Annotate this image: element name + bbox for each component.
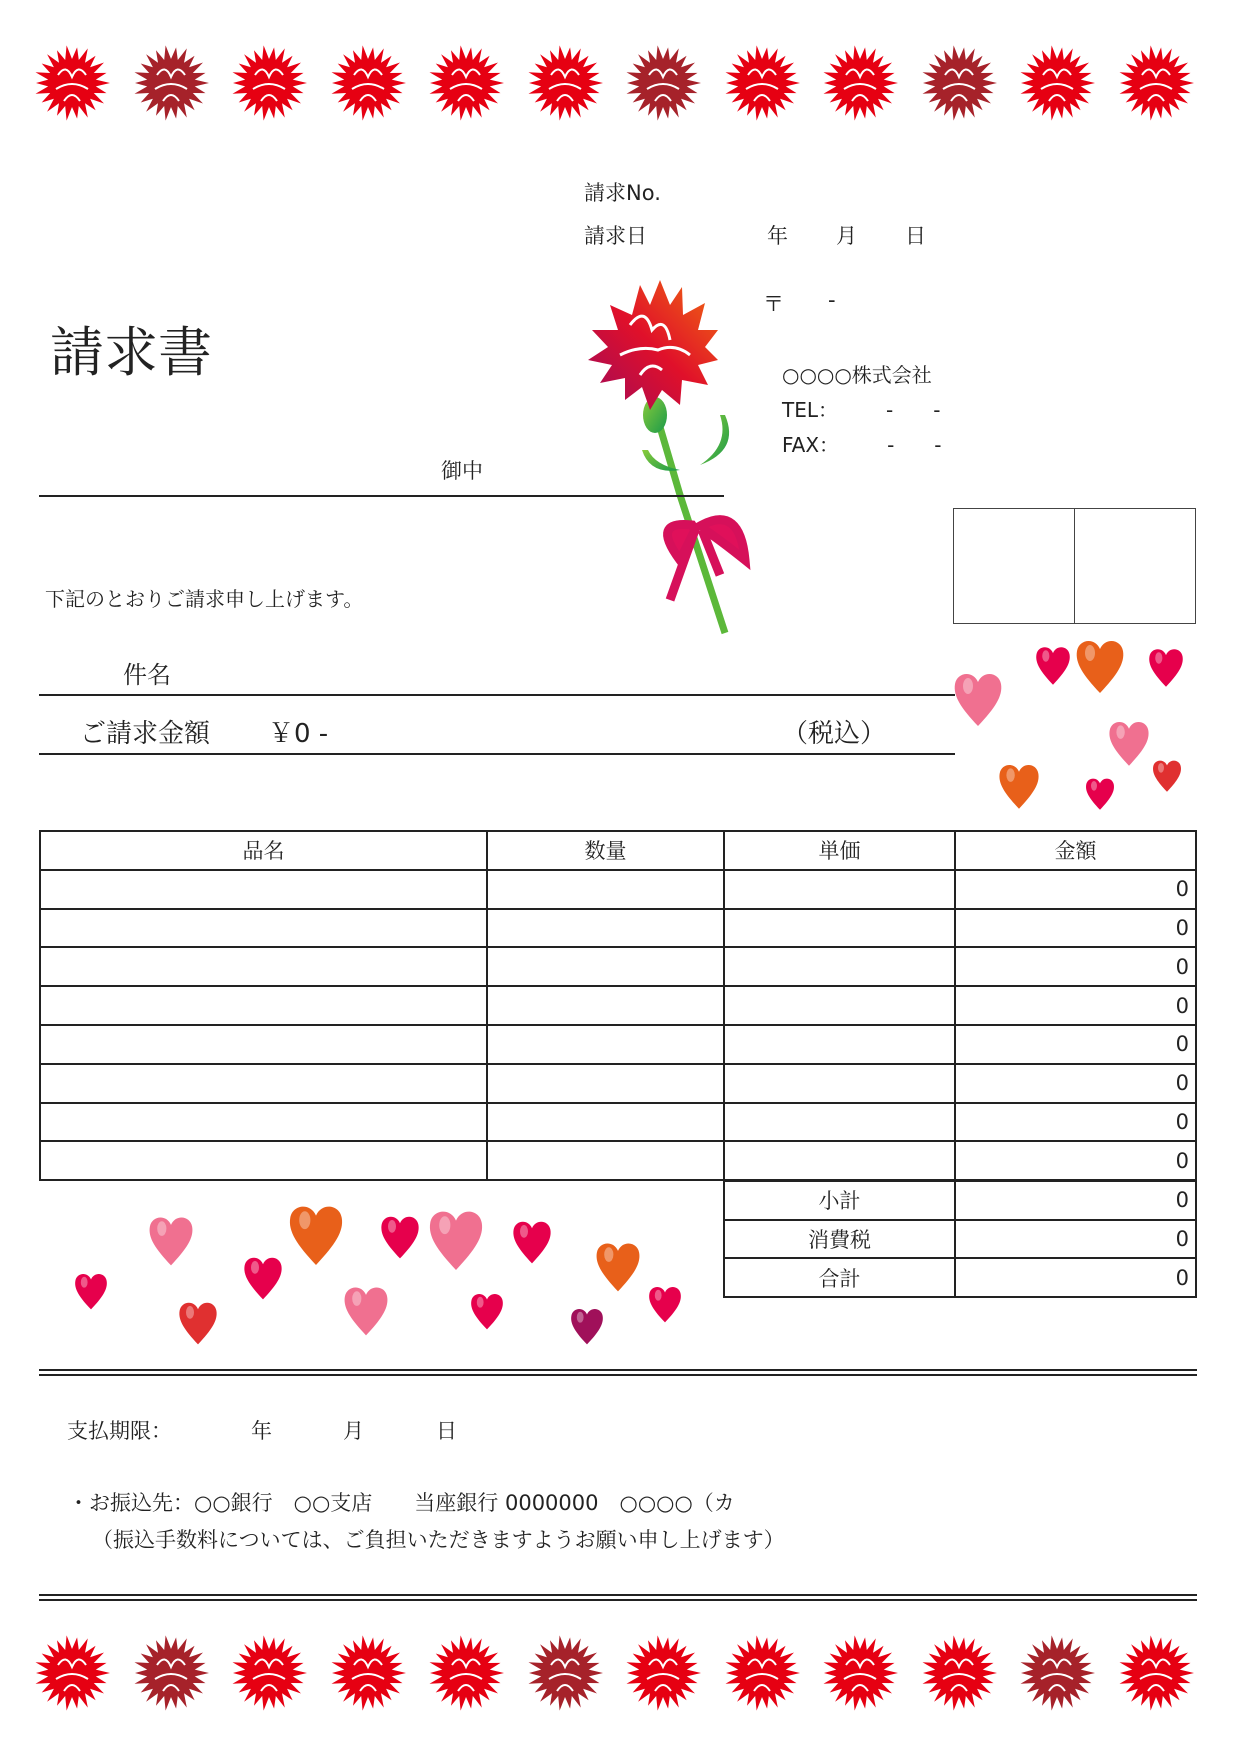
table-row bbox=[40, 1064, 1196, 1103]
carnation-icon bbox=[822, 45, 898, 121]
item-name-cell[interactable] bbox=[40, 947, 487, 986]
carnation-icon bbox=[625, 1635, 701, 1711]
carnation-icon bbox=[133, 45, 209, 121]
carnation-icon bbox=[428, 1635, 504, 1711]
quantity-cell[interactable] bbox=[487, 1025, 724, 1064]
carnation-icon bbox=[625, 45, 701, 121]
heart-icon bbox=[953, 668, 1003, 728]
items-table bbox=[39, 830, 1197, 1181]
quantity-cell[interactable] bbox=[487, 1141, 724, 1180]
amount-cell[interactable]: 0 bbox=[955, 1141, 1196, 1180]
unit-price-cell[interactable] bbox=[724, 947, 955, 986]
heart-icon bbox=[512, 1217, 552, 1265]
table-row bbox=[40, 1025, 1196, 1064]
heart-icon bbox=[288, 1200, 344, 1267]
summary-label: 小計 bbox=[724, 1181, 955, 1220]
carnation-icon bbox=[724, 1635, 800, 1711]
carnation-icon bbox=[428, 45, 504, 121]
carnation-icon bbox=[527, 45, 603, 121]
double-divider bbox=[39, 1594, 1197, 1601]
carnation-icon bbox=[231, 1635, 307, 1711]
heart-icon bbox=[178, 1298, 218, 1346]
summary-value: 0 bbox=[955, 1258, 1196, 1297]
quantity-cell[interactable] bbox=[487, 947, 724, 986]
postal-mark: 〒 bbox=[763, 292, 784, 316]
heart-icon bbox=[1085, 775, 1115, 811]
carnation-icon bbox=[1118, 1635, 1194, 1711]
table-row bbox=[40, 1103, 1196, 1142]
carnation-icon bbox=[921, 1635, 997, 1711]
fax-value: - - bbox=[887, 433, 942, 457]
fax-label: FAX： bbox=[782, 433, 840, 457]
subject-label: 件名 bbox=[123, 661, 171, 689]
table-row bbox=[40, 947, 1196, 986]
item-name-cell[interactable] bbox=[40, 1103, 487, 1142]
unit-price-cell[interactable] bbox=[724, 909, 955, 948]
summary-value: 0 bbox=[955, 1181, 1196, 1220]
item-name-cell[interactable] bbox=[40, 986, 487, 1025]
fee-note: （振込手数料については、ご負担いただきますようお願い申し上げます） bbox=[92, 1528, 785, 1552]
carnation-icon bbox=[231, 45, 307, 121]
subject-line bbox=[39, 694, 955, 696]
unit-price-cell[interactable] bbox=[724, 1025, 955, 1064]
bank-info: ・お振込先：○○銀行 ○○支店 当座銀行 0000000 ○○○○（カ bbox=[68, 1491, 735, 1515]
summary-row bbox=[724, 1258, 1196, 1297]
quantity-cell[interactable] bbox=[487, 870, 724, 909]
carnation-icon bbox=[1019, 1635, 1095, 1711]
postal-dash: - bbox=[828, 288, 836, 312]
carnation-icon bbox=[921, 45, 997, 121]
quantity-cell[interactable] bbox=[487, 1064, 724, 1103]
table-row bbox=[40, 986, 1196, 1025]
due-label: 支払期限： bbox=[67, 1419, 172, 1443]
heart-icon bbox=[570, 1305, 604, 1346]
date-month: 月 bbox=[836, 224, 857, 248]
amount-cell[interactable]: 0 bbox=[955, 1025, 1196, 1064]
summary-table bbox=[723, 1180, 1197, 1298]
invoice-date-label: 請求日 bbox=[584, 224, 647, 248]
header-unit-price: 単価 bbox=[724, 831, 955, 870]
stamp-box bbox=[954, 509, 1074, 623]
amount-cell[interactable]: 0 bbox=[955, 986, 1196, 1025]
summary-row bbox=[724, 1220, 1196, 1259]
quantity-cell[interactable] bbox=[487, 909, 724, 948]
top-flower-border bbox=[34, 45, 1190, 121]
heart-icon bbox=[1152, 757, 1182, 793]
amount-value: ￥0 - bbox=[268, 719, 329, 749]
due-year: 年 bbox=[251, 1419, 272, 1443]
quantity-cell[interactable] bbox=[487, 1103, 724, 1142]
company-name: ○○○○株式会社 bbox=[782, 363, 932, 387]
summary-value: 0 bbox=[955, 1220, 1196, 1259]
due-month: 月 bbox=[343, 1419, 364, 1443]
amount-line bbox=[39, 753, 955, 755]
intro-text: 下記のとおりご請求申し上げます。 bbox=[45, 587, 364, 611]
heart-icon bbox=[148, 1212, 194, 1267]
heart-icon bbox=[380, 1212, 420, 1260]
double-divider bbox=[39, 1369, 1197, 1376]
carnation-illustration bbox=[570, 275, 805, 640]
table-row bbox=[40, 1141, 1196, 1180]
item-name-cell[interactable] bbox=[40, 870, 487, 909]
invoice-no-label: 請求No. bbox=[584, 181, 661, 205]
amount-cell[interactable]: 0 bbox=[955, 909, 1196, 948]
amount-label: ご請求金額 bbox=[80, 719, 211, 749]
carnation-icon bbox=[330, 45, 406, 121]
page-title: 請求書 bbox=[50, 321, 212, 384]
amount-cell[interactable]: 0 bbox=[955, 870, 1196, 909]
carnation-icon bbox=[133, 1635, 209, 1711]
unit-price-cell[interactable] bbox=[724, 986, 955, 1025]
carnation-icon bbox=[527, 1635, 603, 1711]
stamp-box bbox=[1074, 509, 1195, 623]
heart-icon bbox=[74, 1270, 108, 1311]
company-tel bbox=[782, 394, 940, 423]
due-day: 日 bbox=[436, 1419, 457, 1443]
unit-price-cell[interactable] bbox=[724, 870, 955, 909]
heart-icon bbox=[1075, 635, 1125, 695]
table-row bbox=[40, 870, 1196, 909]
header-quantity: 数量 bbox=[487, 831, 724, 870]
carnation-icon bbox=[724, 45, 800, 121]
heart-icon bbox=[428, 1205, 484, 1272]
tel-value: - - bbox=[886, 398, 941, 422]
unit-price-cell[interactable] bbox=[724, 1064, 955, 1103]
item-name-cell[interactable] bbox=[40, 1064, 487, 1103]
company-fax bbox=[782, 429, 942, 458]
carnation-icon bbox=[34, 1635, 110, 1711]
heart-icon bbox=[1148, 645, 1184, 688]
summary-label: 合計 bbox=[724, 1258, 955, 1297]
amount-cell[interactable]: 0 bbox=[955, 947, 1196, 986]
heart-icon bbox=[998, 760, 1040, 810]
date-day: 日 bbox=[905, 224, 926, 248]
header-item-name: 品名 bbox=[40, 831, 487, 870]
heart-icon bbox=[243, 1253, 283, 1301]
tax-note: （税込） bbox=[782, 719, 887, 749]
summary-row bbox=[724, 1181, 1196, 1220]
carnation-icon bbox=[1019, 45, 1095, 121]
table-row bbox=[40, 909, 1196, 948]
item-name-cell[interactable] bbox=[40, 1025, 487, 1064]
heart-icon bbox=[595, 1238, 641, 1293]
date-year: 年 bbox=[767, 224, 788, 248]
recipient-line bbox=[39, 495, 724, 497]
unit-price-cell[interactable] bbox=[724, 1103, 955, 1142]
heart-icon bbox=[343, 1282, 389, 1337]
tel-label: TEL： bbox=[782, 398, 838, 422]
amount-cell[interactable]: 0 bbox=[955, 1064, 1196, 1103]
heart-icon bbox=[648, 1283, 682, 1324]
heart-icon bbox=[470, 1290, 504, 1331]
item-name-cell[interactable] bbox=[40, 909, 487, 948]
stamp-boxes bbox=[953, 508, 1196, 624]
item-name-cell[interactable] bbox=[40, 1141, 487, 1180]
carnation-icon bbox=[330, 1635, 406, 1711]
recipient-suffix: 御中 bbox=[441, 459, 483, 483]
heart-icon bbox=[1108, 717, 1150, 767]
bottom-flower-border bbox=[34, 1635, 1190, 1711]
heart-icon bbox=[1035, 643, 1071, 686]
unit-price-cell[interactable] bbox=[724, 1141, 955, 1180]
quantity-cell[interactable] bbox=[487, 986, 724, 1025]
carnation-icon bbox=[822, 1635, 898, 1711]
header-amount: 金額 bbox=[955, 831, 1196, 870]
summary-label: 消費税 bbox=[724, 1220, 955, 1259]
carnation-icon bbox=[1118, 45, 1194, 121]
carnation-icon bbox=[34, 45, 110, 121]
amount-cell[interactable]: 0 bbox=[955, 1103, 1196, 1142]
